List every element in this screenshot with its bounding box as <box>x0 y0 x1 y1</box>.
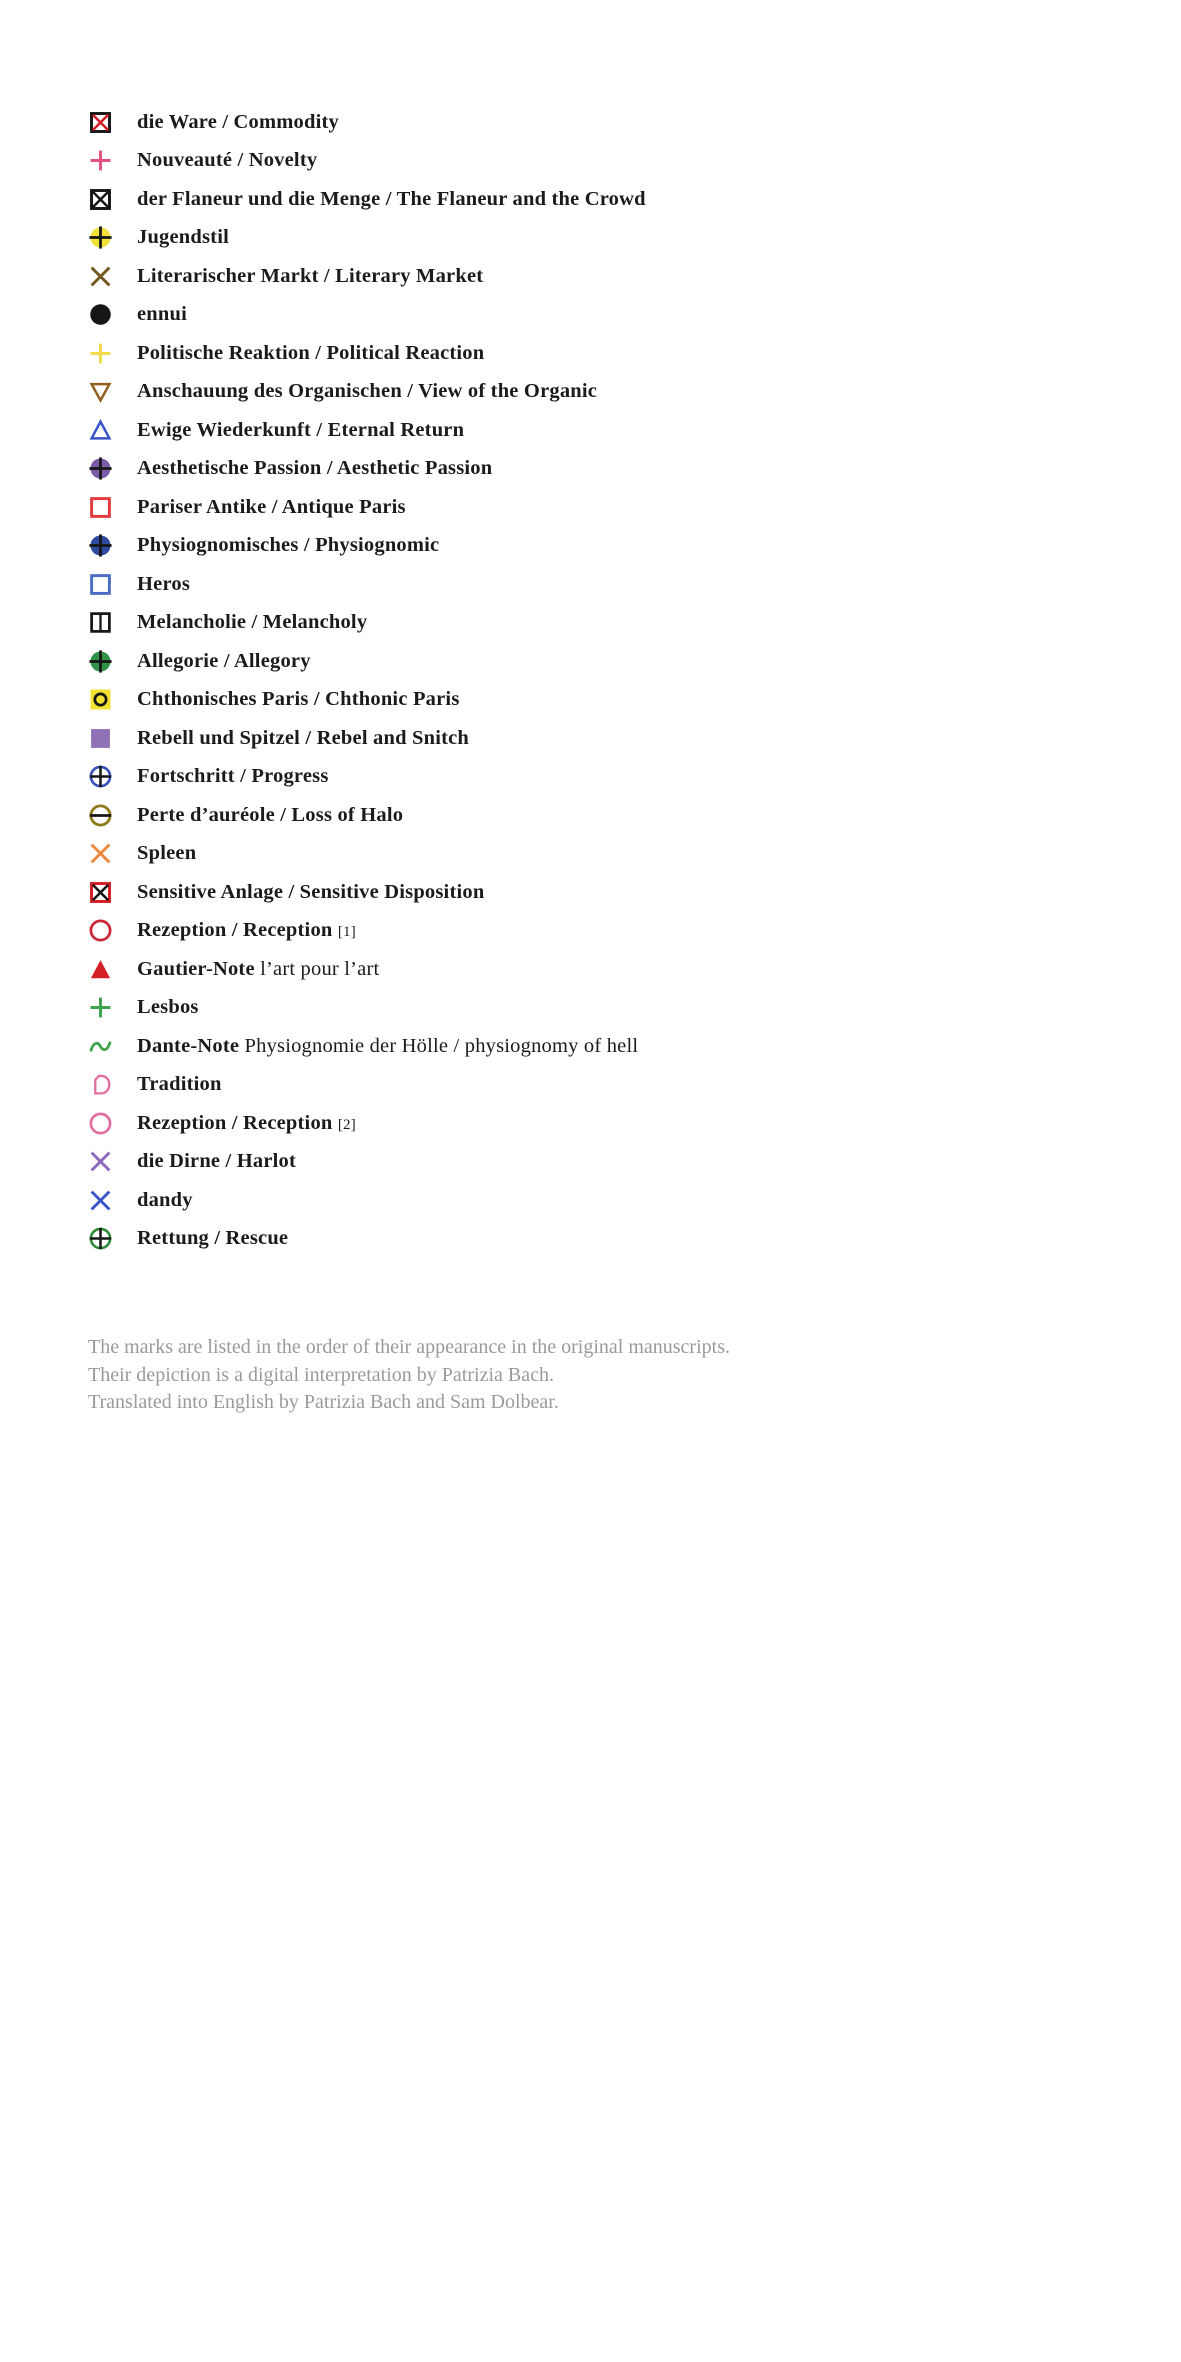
square-icon <box>88 495 112 519</box>
legend-item-label: Sensitive Anlage / Sensitive Disposition <box>137 880 485 903</box>
legend-item-label: Chthonisches Paris / Chthonic Paris <box>137 688 460 711</box>
legend-item-political-reaction <box>88 334 646 373</box>
legend-item-label: Rezeption / Reception [2] <box>137 1111 356 1134</box>
legend-item-ennui <box>88 296 646 335</box>
legend-item-label: Aesthetische Passion / Aesthetic Passion <box>137 457 493 480</box>
legend-item-label: Rezeption / Reception [1] <box>137 919 356 942</box>
x-icon <box>88 1150 112 1174</box>
legend-item-label: Tradition <box>137 1073 222 1096</box>
legend-item-label: dandy <box>137 1188 193 1211</box>
circle-filled-cross-icon <box>88 226 112 250</box>
legend-item-label: die Dirne / Harlot <box>137 1150 297 1173</box>
circle-icon <box>88 919 112 943</box>
legend-item-label: Spleen <box>137 842 197 865</box>
circle-cross-icon <box>88 1227 112 1251</box>
legend-item-label: Rettung / Rescue <box>137 1227 289 1250</box>
circle-filled-cross-icon <box>88 457 112 481</box>
triangle-down-icon <box>88 380 112 404</box>
circle-hline-icon <box>88 803 112 827</box>
legend-item-loss-of-halo <box>88 796 646 835</box>
footer-line: Their depiction is a digital interpretation by Patrizia Bach. <box>88 1363 554 1386</box>
legend-item-label: ennui <box>137 303 187 326</box>
legend-item-novelty <box>88 142 646 181</box>
legend-item-aesthetic-passion <box>88 450 646 489</box>
circle-filled-cross-icon <box>88 649 112 673</box>
square-vline-icon <box>88 611 112 635</box>
circle-filled-icon <box>88 303 112 327</box>
x-icon <box>88 842 112 866</box>
legend-item-reception-2 <box>88 1104 646 1143</box>
square-x-icon <box>88 110 112 134</box>
legend-item-literary-market <box>88 257 646 296</box>
square-icon <box>88 572 112 596</box>
legend-item-flaneur-and-crowd <box>88 180 646 219</box>
legend-item-label: Fortschritt / Progress <box>137 765 329 788</box>
legend-item-label: die Ware / Commodity <box>137 110 339 133</box>
plus-icon <box>88 341 112 365</box>
footer <box>88 1334 730 1417</box>
legend-item-antique-paris <box>88 488 646 527</box>
legend-item-dante-note <box>88 1027 646 1066</box>
legend-item-label: Ewige Wiederkunft / Eternal Return <box>137 418 465 441</box>
triangle-filled-icon <box>88 957 112 981</box>
legend-item-allegory <box>88 642 646 681</box>
legend-item-harlot <box>88 1143 646 1182</box>
triangle-up-icon <box>88 418 112 442</box>
x-icon <box>88 264 112 288</box>
square-filled-circle-icon <box>88 688 112 712</box>
legend-item-tradition <box>88 1066 646 1105</box>
legend-item-label: Politische Reaktion / Political Reaction <box>137 341 485 364</box>
square-x-icon <box>88 880 112 904</box>
square-filled-icon <box>88 726 112 750</box>
legend-item-label: Physiognomisches / Physiognomic <box>137 534 440 557</box>
legend-item-dandy <box>88 1181 646 1220</box>
legend-item-spleen <box>88 835 646 874</box>
legend-item-label: Lesbos <box>137 996 199 1019</box>
legend-item-reception-1 <box>88 912 646 951</box>
legend-item-chthonic-paris <box>88 681 646 720</box>
legend-item-eternal-return <box>88 411 646 450</box>
legend-item-label: Pariser Antike / Antique Paris <box>137 495 406 518</box>
legend-item-sensitive-disposition <box>88 873 646 912</box>
legend-item-melancholy <box>88 604 646 643</box>
legend-item-label: Gautier-Note l’art pour l’art <box>137 957 380 980</box>
legend-item-rebel-and-snitch <box>88 719 646 758</box>
legend-item-label: der Flaneur und die Menge / The Flaneur and the Crowd <box>137 187 646 210</box>
legend-item-gautier-note <box>88 950 646 989</box>
legend-item-label: Anschauung des Organischen / View of the Organic <box>137 380 598 403</box>
legend-item-label: Heros <box>137 572 191 595</box>
legend-item-label: Nouveauté / Novelty <box>137 149 318 172</box>
footer-line: Translated into English by Patrizia Bach and Sam Dolbear. <box>88 1391 559 1413</box>
circle-icon <box>88 1111 112 1135</box>
legend-item-heros <box>88 565 646 604</box>
tilde-icon <box>88 1034 112 1058</box>
legend-item-rescue <box>88 1220 646 1259</box>
x-icon <box>88 1188 112 1212</box>
legend-item-label: Rebell und Spitzel / Rebel and Snitch <box>137 726 470 749</box>
circle-filled-cross-icon <box>88 534 112 558</box>
legend-item-label: Melancholie / Melancholy <box>137 611 368 634</box>
legend-item-commodity <box>88 103 646 142</box>
legend-item-label: Literarischer Markt / Literary Market <box>137 264 484 287</box>
legend-item-progress <box>88 758 646 797</box>
footer-line: The marks are listed in the order of their appearance in the original manuscripts. <box>88 1336 730 1358</box>
legend-list <box>88 103 646 1258</box>
legend-item-physiognomic <box>88 527 646 566</box>
plus-icon <box>88 149 112 173</box>
legend-item-label: Jugendstil <box>137 226 229 249</box>
legend-item-jugendstil <box>88 219 646 258</box>
legend-item-label: Perte d’auréole / Loss of Halo <box>137 803 404 826</box>
legend-item-label: Allegorie / Allegory <box>137 649 311 672</box>
circle-cross-icon <box>88 765 112 789</box>
legend-item-label: Dante-Note Physiognomie der Hölle / physiognomy of hell <box>137 1034 639 1057</box>
plus-icon <box>88 996 112 1020</box>
d-shape-icon <box>88 1073 112 1097</box>
legend-item-view-of-the-organic <box>88 373 646 412</box>
square-x-icon <box>88 187 112 211</box>
legend-item-lesbos <box>88 989 646 1028</box>
